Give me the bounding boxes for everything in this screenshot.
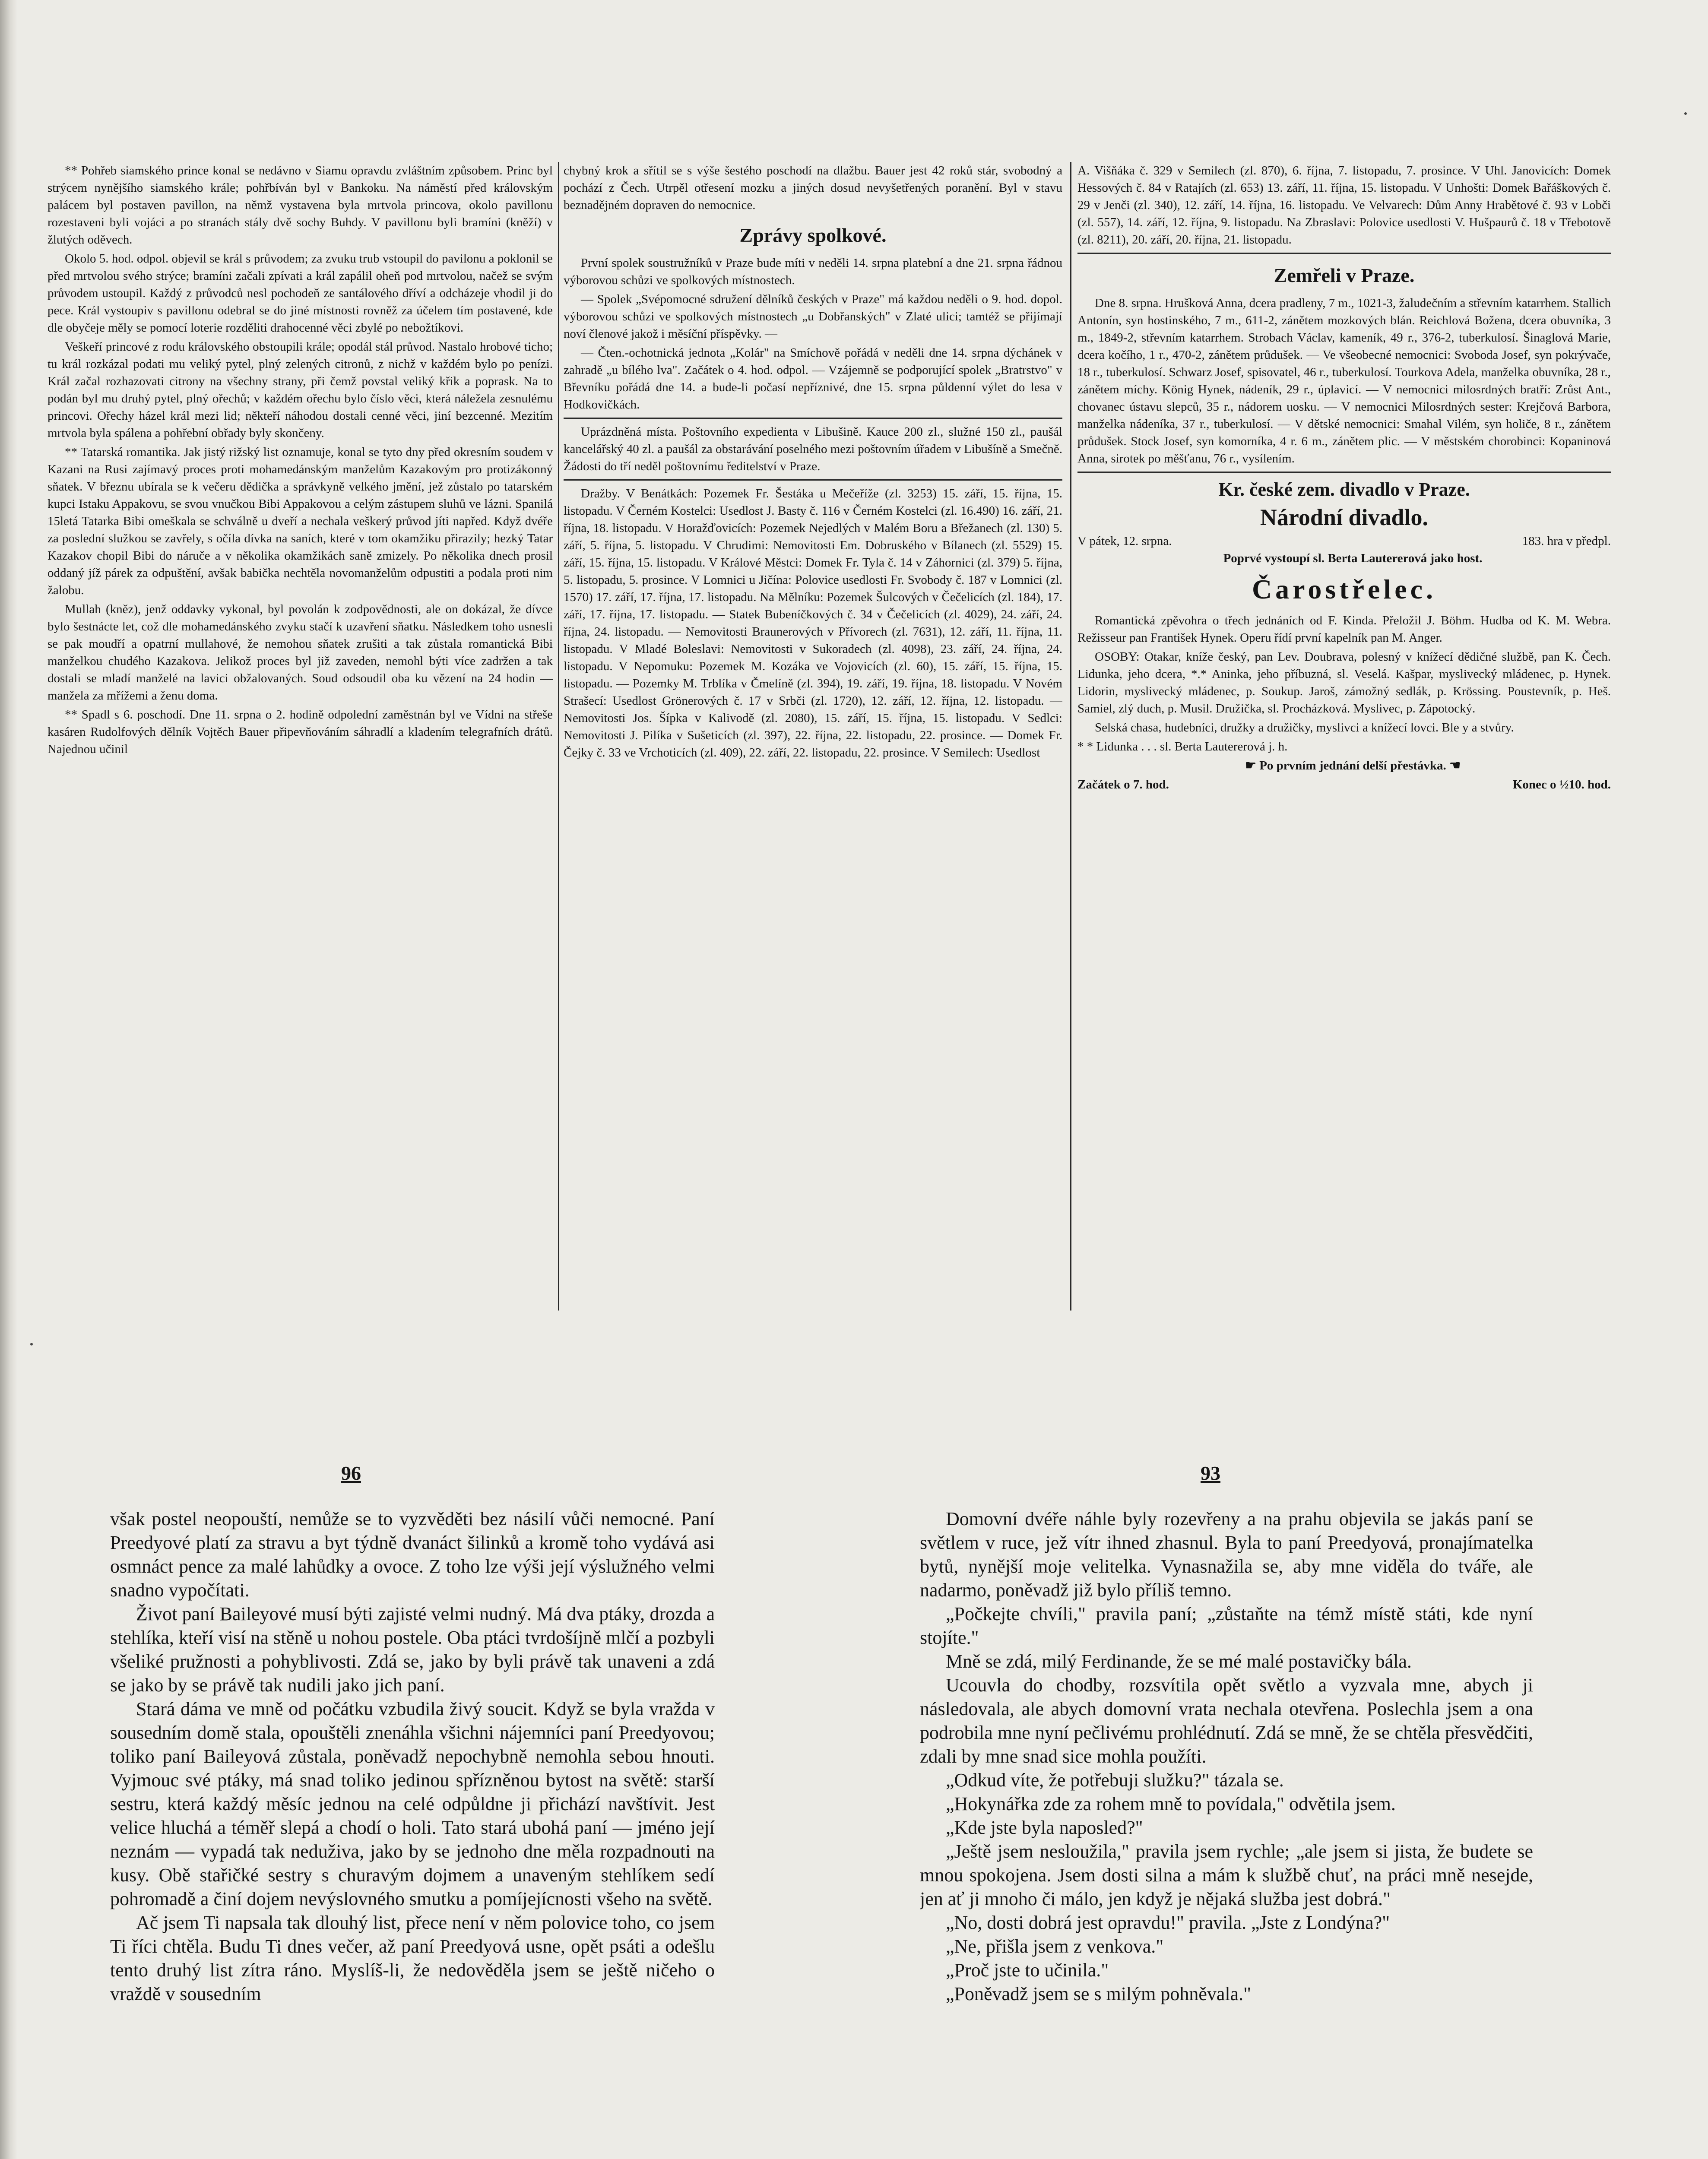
column-divider (558, 162, 559, 1311)
article-tatar-romance: ** Tatarská romantika. Jak jistý rižský list oznamuje, konal se tyto dny před okresním soudem v Kazani na Rusi zajímavý proces proti mohamedánským manželům Kazakovým pro protizákonný sňatek. V březnu ubírala se k večeru dědička a správkyně velkého jmění, jež zůstalo po tatarském kupci Istaku Appakovu, se svou vnučkou Bibi Appakovou a celým zástupem sluhů ve lázni. Spanilá 15letá Tatarka Bibi omeškala se schválně u dveří a nechala veškerý průvod jíti napřed. Když dvéře za poslední služkou se zavřely, s očíla dívka na saních, které v tom okamžiku přirazily; hezký Tatar Kazakov chopil Bibi do náruče a v několika okamžikách saně zmizely. Po několika dnech prosil oddaný jíž párek za odpuštění, avšak babička nechtěla novomanželům odpustiti a podala proti nim žalobu. (48, 445, 553, 597)
play-title: Čarostřelec. (1252, 574, 1437, 605)
section-title-zemreli: Zemřeli v Praze. (1274, 264, 1415, 286)
play-note-pause-text: Po prvním jednání delší přestávka. (1259, 759, 1446, 772)
scan-speck (30, 1343, 33, 1345)
article-tatar-romance-end: Mullah (kněz), jenž oddavky vykonal, byl povolán k zodpovědnosti, ale on dokázal, že dívce bylo šestnácte let, což dle mohamedánského zvyku stačí k uzavření sňatku. Následkem toho usnesli se pak moudří a opatrní mullahové, že nemohou sňatek zrušiti a tak zůstala romantická Bibi manželkou chudého Kazakova. Jelikož proces byl již zaveden, nemohl býti více zadržen a tak dostali se mladí manželé na lavici obžalovaných. Soud odsoudil oba ku vězení na 24 hodin — manžela za mřížemi a ženu doma. (48, 602, 553, 703)
section-rule (1077, 472, 1611, 473)
story-right-paragraph: „Proč jste to učinila." (946, 1960, 1109, 1981)
deaths-list: Dne 8. srpna. Hrušková Anna, dcera pradleny, 7 m., 1021-3, žaludečním a střevním katarrhem. Stallich Antonín, syn hostinského, 7 m., 611-2, zánětem mozkových blán. Reichlová Božena, dcera obuvníka, 3 m., 1849-2, střevním katarrhem. Strobach Václav, kameník, 49 r., 376-2, tuberkulosí. Šinaglová Marie, dcera kočího, 1 r., 470-2, zánětem průdušek. — Ve všeobecné nemocnici: Svoboda Josef, syn pokrývače, 18 r., tuberkulosí. Schwarz Josef, spisovatel, 46 r., tuberkulosí. Tourkova Adela, manželka obuvníka, 28 r., zánětem míchy. König Hynek, nádeník, 29 r., úplavicí. — V nemocnici milosrdných bratří: Zrůst Ant., chovanec ústavu slepců, 35 r., nádorem uosku. — V nemocnici Milosrdných sester: Krejčová Barbora, manželka nádeníka, 37 r., tuberkulosí. — V dětské nemocnici: Smahal Vilém, syn holiče, 8 r., zánětem průdušek. Stock Josef, syn komorníka, 4 r. 6 m., zánětem plic. — V městském chorobinci: Kopaninová Anna, sirotek po měšťanu, 76 r., vysílením. (1077, 296, 1611, 465)
notice-auctions: Dražby. V Benátkách: Pozemek Fr. Šestáka u Mečeříže (zl. 3253) 15. září, 15. října, 15. listopadu. V Černém Kostelci: Usedlost J. Basty č. 116 v Černém Kostelci (zl. 16.490) 16. září, 21. října, 18. listopadu. V Horažďovicích: Pozemek Nejedlých v Malém Boru a Břežanech (zl. 130) 5. září, 5. října, 5. listopadu. V Chrudimi: Nemovitosti Em. Dobruského v Bílanech (zl. 5529) 15. září, 15. října, 15. listopadu. V Králové Městci: Domek Fr. Tyla č. 14 v Záhornici (zl. 379) 5. října, 5. listopadu, 5. prosince. V Lomnici u Jičína: Polovice usedlosti Fr. Svobody č. 187 v Lomnici (zl. 1570) 17. září, 17. října, 17. listopadu. Na Mělníku: Pozemek Šulcových v Čečelicích (zl. 184), 17. září, 17. října, 17. listopadu. — Statek Bubeníčkových č. 34 v Čečelicích (zl. 4029), 24. září, 24. října, 24. listopadu. — Nemovitosti Braunerových v Přívorech (zl. 7631), 12. září, 11. října, 11. listopadu. V Mladé Boleslavi: Nemovitosti v Sukoradech (zl. 4098), 23. září, 24. října, 24. listopadu. V Nepomuku: Pozemek M. Kozáka ve Vojovicích (zl. 60), 15. září, 15. října, 15. listopadu. — Pozemky M. Trblíka v Čmelíně (zl. 394), 19. září, 19. října, 18. listopadu. V Novém Strašecí: Usedlost Grönerových č. 17 v Srbči (zl. 1720), 12. září, 12. října, 12. listopadu. — Nemovitosti Jos. Šípka v Kalivodě (zl. 2080), 15. září, 15. října, 15. listopadu. V Sedlci: Nemovitosti J. Pilíka v Sušeticích (zl. 397), 22. října, 22. listopadu, 22. prosince. — Domek Fr. Čejky č. 33 ve Vrchoticích (zl. 409), 22. září, 22. listopadu, 22. prosince. V Semilech: Usedlost (564, 487, 1062, 760)
play-end: Konec o ½10. hod. (1512, 778, 1611, 791)
story-left-paragraph: však postel neopouští, nemůže se to vyzvěděti bez násilí vůči nemocné. Paní Preedyové platí za stravu a byt týdně dvanáct šilinků a kromě toho vydává asi osmnáct pence za malé lahůdky a ovoce. Z toho lze výši její výslužného velmi snadno vypočítati. (110, 1508, 715, 1601)
scan-edge-shadow (0, 0, 17, 2159)
story-left-paragraph: Ač jsem Ti napsala tak dlouhý list, přece není v něm polovice toho, co jsem Ti říci chtěla. Budu Ti dnes večer, až paní Preedyová usne, opět psáti a odešlu tento druhý list zítra ráno. Myslíš-li, že nedověděla jsem se ještě ničeho o vraždě v sousedním (110, 1912, 715, 2004)
column-divider (1070, 162, 1071, 1311)
story-right-paragraph: „Ještě jsem nesloužila," pravila jsem rychle; „ale jsem si jista, že budete se mnou spokojena. Jsem dosti silna a mám k službě chuť, na práci mně nesejde, jen ať ji mnoho či málo, jen když je nějaká služba jest dobrá." (920, 1841, 1533, 1909)
story-left-paragraph: Stará dáma ve mně od počátku vzbudila živý soucit. Když se byla vražda v sousedním domě stala, opouštěli znenáhla všichni nájemníci paní Preedyovou; toliko paní Baileyová zůstala, poněvadž nepochybně nemohla sebou hnouti. Vyjmouc své ptáky, má snad toliko jedinou spřízněnou bytost na světě: starší sestru, která každý měsíc jednou na celé odpůldne ji přichází navštívit. Jest velice hluchá a téměř slepá a chodí o holi. Tato stará ubohá paní — jméno její neznám — vypadá tak neduživa, jako by se jednoho dne měla rozpadnouti na kusy. Obě stařičké sestry s churavým dojmem a unaveným stehlíkem sedí pohromadě a činí dojem nevýslovného smutku a pomíjejícnosti všeho na světě. (110, 1698, 715, 1909)
play-description: Romantická zpěvohra o třech jednáních od F. Kinda. Přeložil J. Böhm. Hudba od K. M. Webra. Režisseur pan František Hynek. Operu řídí první kapelník pan M. Anger. (1077, 614, 1611, 645)
play-start: Začátek o 7. hod. (1077, 778, 1169, 791)
play-note-pause: ☛ Po prvním jednání delší přestávka. ☚ (1245, 759, 1461, 772)
theatre-date-row (1077, 532, 1611, 550)
notice-spolek-1: První spolek soustružníků v Praze bude míti v neděli 14. srpna platební a dne 21. srpna řádnou výborovou schůzi ve spolkových místnostech. (564, 256, 1062, 287)
theatre-debut: Poprvé vystoupí sl. Berta Lautererová jako host. (1223, 551, 1483, 565)
article-siam-funeral: ** Pohřeb siamského prince konal se nedávno v Siamu opravdu zvláštním způsobem. Princ byl strýcem nynějšího siamského krále; pohřbíván byl v Bankoku. Na náměstí před královským palácem byl postaven pavillon, na němž vystavena byla mrtvola princova, okolo pavillonu rozestaveni byli vojáci a po stranách stály dvě sochy Buhdy. V pavillonu byli bramíni (kněží) v žlutých oděvech. (48, 164, 553, 247)
notice-spolek-3: — Čten.-ochotnická jednota „Kolár" na Smíchově pořádá v neděli dne 14. srpna dýchánek v zahradě „u bílého lva". Začátek o 4. hod. odpol. — Vzájemně se podporující spolek „Bratrstvo" v Břevníku pořádá dne 14. a bude-li počasí nepříznivé, dne 15. srpna půldenní výlet do lesa v Hodkovičkách. (564, 346, 1062, 412)
story-right-paragraph: Domovní dvéře náhle byly rozevřeny a na prahu objevila se jakás paní se světlem v ruce, jež vítr ihned zhasnul. Byla to paní Preedyová, pronajímatelka bytů, nynější moje velitelka. Vynasnažila se, aby mne viděla do tváře, ale nadarmo, poněvadž již bylo příliš temno. (920, 1508, 1533, 1601)
notice-vacancy: Uprázdněná místa. Poštovního expedienta v Libušině. Kauce 200 zl., služné 150 zl., paušál kancelářský 40 zl. a paušál za obstarávání poselného mezi poštovním úřadem v Libušíně a Smečně. Žádosti do tří neděl poštovnímu ředitelství v Praze. (564, 425, 1062, 473)
newspaper-column-2 (564, 162, 1062, 1319)
article-fall: ** Spadl s 6. poschodí. Dne 11. srpna o 2. hodině odpolední zaměstnán byl ve Vídni na střeše kasáren Rudolfových dělník Vojtěch Bauer připevňováním sáhradlí a kladením telegrafních drátů. Najednou učinil (48, 708, 553, 756)
play-chorus: Selská chasa, hudebníci, družky a družičky, myslivci a knížecí lovci. Ble y a stvůry. (1095, 721, 1514, 734)
story-page-right (920, 1507, 1533, 2159)
play-note-role: * * Lidunka . . . sl. Berta Lautererová j. h. (1077, 740, 1288, 753)
story-right-paragraph: „Počkejte chvíli," pravila paní; „zůstaňte na témž místě státi, kde nyní stojíte." (920, 1603, 1533, 1648)
newspaper-column-1 (48, 162, 553, 1319)
section-title-zpravy: Zprávy spolkové. (739, 224, 887, 246)
story-page-left (110, 1507, 715, 2159)
article-siam-funeral-cont: Okolo 5. hod. odpol. objevil se král s průvodem; za zvuku trub vstoupil do pavilonu a poklonil se před mrtvolou svého strýce; bramíni začali zpívati a král zapálil oheň pod mrtvolou, načež se svým průvodem ustoupil. Každý z průvodců nesl pochodeň ze santálového dříví a odcházeje vhodil ji do pece. Král vystoupiv s pavillonu odebral se do jiné místnosti rovněž za účelem tím postavené, kde dle obyčeje měly se pomocí loterie rozděliti drahocenné věci zbylé po nebožtíkovi. (48, 252, 553, 335)
theatre-performance-number: 183. hra v předpl. (1522, 534, 1611, 548)
theatre-name: Národní divadlo. (1260, 504, 1429, 530)
story-right-paragraph: „Hokynářka zde za rohem mně to povídala," odvětila jsem. (946, 1793, 1396, 1814)
story-right-paragraph: Mně se zdá, milý Ferdinande, že se mé malé postavičky bála. (946, 1651, 1412, 1672)
section-rule (564, 418, 1062, 419)
story-right-paragraph: „Ne, přišla jsem z venkova." (946, 1936, 1164, 1957)
newspaper-column-3 (1077, 162, 1611, 1319)
theatre-header: Kr. české zem. divadlo v Praze. (1218, 479, 1470, 500)
story-right-paragraph: „Kde jste byla naposled?" (946, 1817, 1143, 1838)
story-right-paragraph: „No, dosti dobrá jest opravdu!" pravila. „Jste z Londýna?" (946, 1912, 1390, 1933)
theatre-date: V pátek, 12. srpna. (1077, 534, 1172, 548)
play-cast: OSOBY: Otakar, kníže český, pan Lev. Doubrava, polesný v knížecí dědičné službě, pan K. Čech. Lidunka, jeho dcera, *.* Aninka, jeho příbuzná, sl. Veselá. Kašpar, myslivecký mládenec, p. Hynek. Lidorin, myslivecký mládenec, p. Soukup. Jaroš, zámožný sedlák, p. Krössing. Poustevník, p. Heš. Samiel, zlý duch, p. Musil. Družička, sl. Procházková. Myslivec, p. Zápotocký. (1077, 650, 1611, 715)
scan-speck (1684, 112, 1687, 115)
page-number-left: 96 (341, 1462, 361, 1484)
story-right-paragraph: Ucouvla do chodby, rozsvítila opět světlo a vyzvala mne, abych ji následovala, ale abych domovní vrata nechala otevřena. Poslechla jsem a ona podrobila mne nyní pečlivému prohlédnutí. Zdá se mně, že se chtěla přesvědčiti, zdali by mne snad sice mohla použíti. (920, 1675, 1533, 1767)
section-rule (564, 479, 1062, 481)
play-times (1077, 776, 1611, 793)
page-number-right: 93 (1201, 1462, 1220, 1484)
story-right-paragraph: „Poněvadž jsem se s milým pohněvala." (946, 1983, 1252, 2004)
article-siam-funeral-end: Veškeří princové z rodu královského obstoupili krále; opodál stál průvod. Nastalo hrobové ticho; tu král rozkázal podati mu veliký pytel, plný zelených citronů, z nichž v každém bylo po penízi. Král začal rozhazovati citrony na všechny strany, při čemž povstal veliký křik a poprask. Na to podán byl mu druhý pytel, plný ořechů; v každém ořechu bylo číslo věci, která náležela zesnulému princovi. Ořechy házel král mezi lid; někteří náhodou dostali cenné věci, jiní bezcenné. Mezitím mrtvola byla spálena a pohřební obřady byly skončeny. (48, 340, 553, 440)
notice-auctions-cont: A. Višňáka č. 329 v Semilech (zl. 870), 6. října, 7. listopadu, 7. prosince. V Uhl. Janovicích: Domek Hessových č. 84 v Ratajích (zl. 653) 13. září, 11. října, 15. listopadu. V Unhošti: Domek Bařáškových č. 29 v Jenči (zl. 340), 12. září, 14. října, 16. listopadu. Ve Velvarech: Dům Anny Hrabětové č. 93 v Lobči (zl. 557), 14. září, 12. října, 9. listopadu. Na Zbraslavi: Polovice usedlosti V. Hušpaurů č. 18 v Třebotově (zl. 8211), 20. září, 20. října, 21. listopadu. (1077, 164, 1611, 247)
notice-spolek-2: — Spolek „Svépomocné sdružení dělníků českých v Praze" má každou neděli o 9. hod. dopol. výborovou schůzi ve spolkových místnostech „u Dobřanských" v Zlaté ulici; tamtéž se přijímají noví členové jakož i měsíční příspěvky. — (564, 292, 1062, 341)
section-rule (1077, 253, 1611, 254)
article-fall-cont: chybný krok a sřítil se s výše šestého poschodí na dlažbu. Bauer jest 42 roků stár, svobodný a pochází z Čech. Utrpěl otřesení mozku a jiných dosud nevyšetřených poranění. Byl v stavu beznadějném dopraven do nemocnice. (564, 164, 1062, 212)
story-right-paragraph: „Odkud víte, že potřebuji služku?" tázala se. (946, 1770, 1284, 1791)
story-left-paragraph: Život paní Baileyové musí býti zajisté velmi nudný. Má dva ptáky, drozda a stehlíka, kteří visí na stěně u nohou postele. Oba ptáci tvrdošíjně mlčí a pozbyli všeliké pružnosti a pohyblivosti. Zdá se, jako by byli právě tak unaveni a zdá se jako by se právě tak nudili jako jich paní. (110, 1603, 715, 1696)
